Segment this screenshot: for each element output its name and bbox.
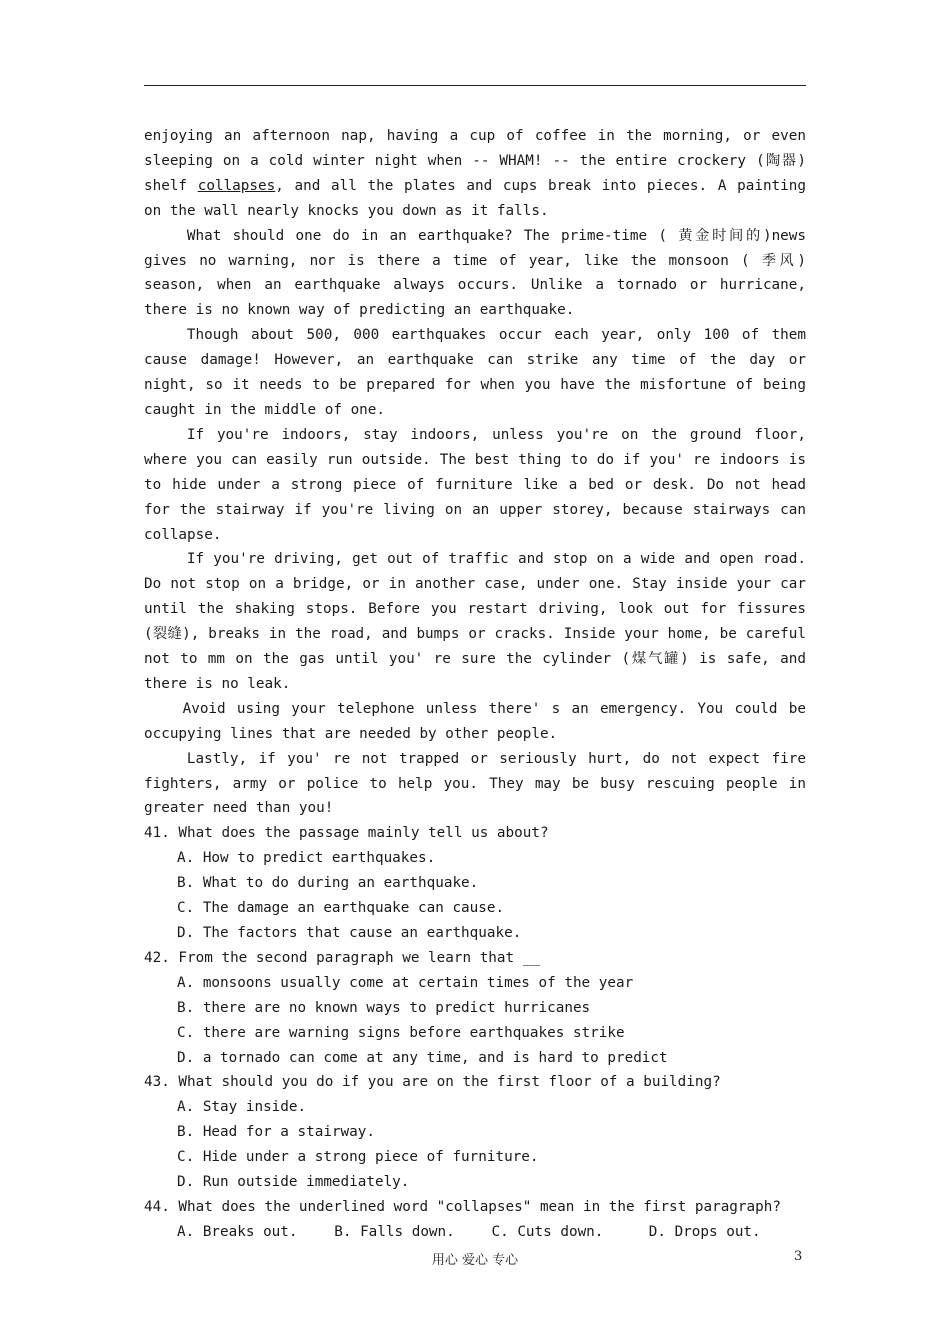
question-41-option-d: D. The factors that cause an earthquake. — [177, 925, 522, 941]
passage-body — [144, 124, 806, 1245]
paragraph-1 — [144, 124, 806, 224]
question-44-option-d: D. Drops out. — [648, 1223, 761, 1240]
question-42-option-c: C. there are warning signs before earthquakes strike — [177, 1024, 625, 1041]
paragraph-3: Though about 500, 000 earthquakes occur each year, only 100 of them cause damage! However, an earthquake can strike any time of the day or night, so it needs to be prepared for when you have the misfortune of being caught in the middle of one. — [144, 327, 806, 418]
question-43-option-c: C. Hide under a strong piece of furniture. — [177, 1149, 539, 1166]
question-41-option-a: A. How to predict earthquakes. — [177, 850, 436, 867]
paragraph-7: Lastly, if you' re not trapped or seriously hurt, do not expect fire fighters, army or police to help you. They may be busy rescuing people in greater need than you! — [144, 750, 806, 817]
question-42-option-a: A. monsoons usually come at certain times of the year — [177, 974, 634, 991]
question-42-option-b: B. there are no known ways to predict hurricanes — [177, 999, 591, 1016]
question-43-option-a: A. Stay inside. — [177, 1099, 307, 1116]
question-42-option-d: D. a tornado can come at any time, and is hard to predict — [177, 1049, 668, 1066]
question-44-option-a: A. Breaks out. — [177, 1223, 298, 1240]
question-44-option-c: C. Cuts down. — [491, 1223, 604, 1240]
footer-motto: 用心 爱心 专心 — [431, 1253, 519, 1268]
paragraph-1-start: enjoying an afternoon nap, having a cup of coffee in the morning, or even sleeping on a cold winter night when -- WHAM! -- the entire crockery (陶器) shelf — [144, 128, 806, 194]
question-43: 43. What should you do if you are on the first floor of a building? — [144, 1074, 721, 1091]
question-44-option-b: B. Falls down. — [334, 1223, 455, 1240]
paragraph-1-end: , and all the plates and cups break into pieces. A painting on the wall nearly knocks you down as it falls. — [144, 177, 806, 219]
paragraph-4: If you're indoors, stay indoors, unless you're on the ground floor, where you can easily run outside. The best thing to do if you' re indoors is to hide under a strong piece of furniture like a bed or desk. Do not head for the stairway if you're living on an upper storey, because stairways can collapse. — [144, 426, 806, 543]
paragraph-2: What should one do in an earthquake? The prime-time ( 黄金时间的)news gives no warning, nor is there a time of year, like the monsoon ( 季风) season, when an earthquake always occurs. Unlike a tornado or hurricane, there is no known way of predicting an earthquake. — [144, 227, 806, 319]
underlined-word: collapses — [197, 177, 276, 194]
question-41-option-c: C. The damage an earthquake can cause. — [177, 900, 505, 917]
question-43-option-d: D. Run outside immediately. — [177, 1174, 410, 1191]
question-44: 44. What does the underlined word "collapses" mean in the first paragraph? — [144, 1198, 781, 1215]
page-number: 3 — [794, 1249, 803, 1264]
header-rule — [144, 85, 806, 86]
question-44-options — [144, 1220, 806, 1245]
question-41-option-b: B. What to do during an earthquake. — [177, 875, 479, 892]
question-42: 42. From the second paragraph we learn that __ — [144, 949, 540, 966]
question-43-option-b: B. Head for a stairway. — [177, 1124, 375, 1141]
paragraph-6: Avoid using your telephone unless there' s an emergency. You could be occupying lines that are needed by other people. — [144, 700, 806, 742]
question-41: 41. What does the passage mainly tell us about? — [144, 825, 549, 842]
paragraph-5: If you're driving, get out of traffic and stop on a wide and open road. Do not stop on a bridge, or in another case, under one. Stay inside your car until the shaking stops. Before you restart driving, look out for fissures (裂缝), breaks in the road, and bumps or cracks. Inside your home, be careful not to mm on the gas until you' re sure the cylinder (煤气罐) is safe, and there is no leak. — [144, 551, 806, 692]
